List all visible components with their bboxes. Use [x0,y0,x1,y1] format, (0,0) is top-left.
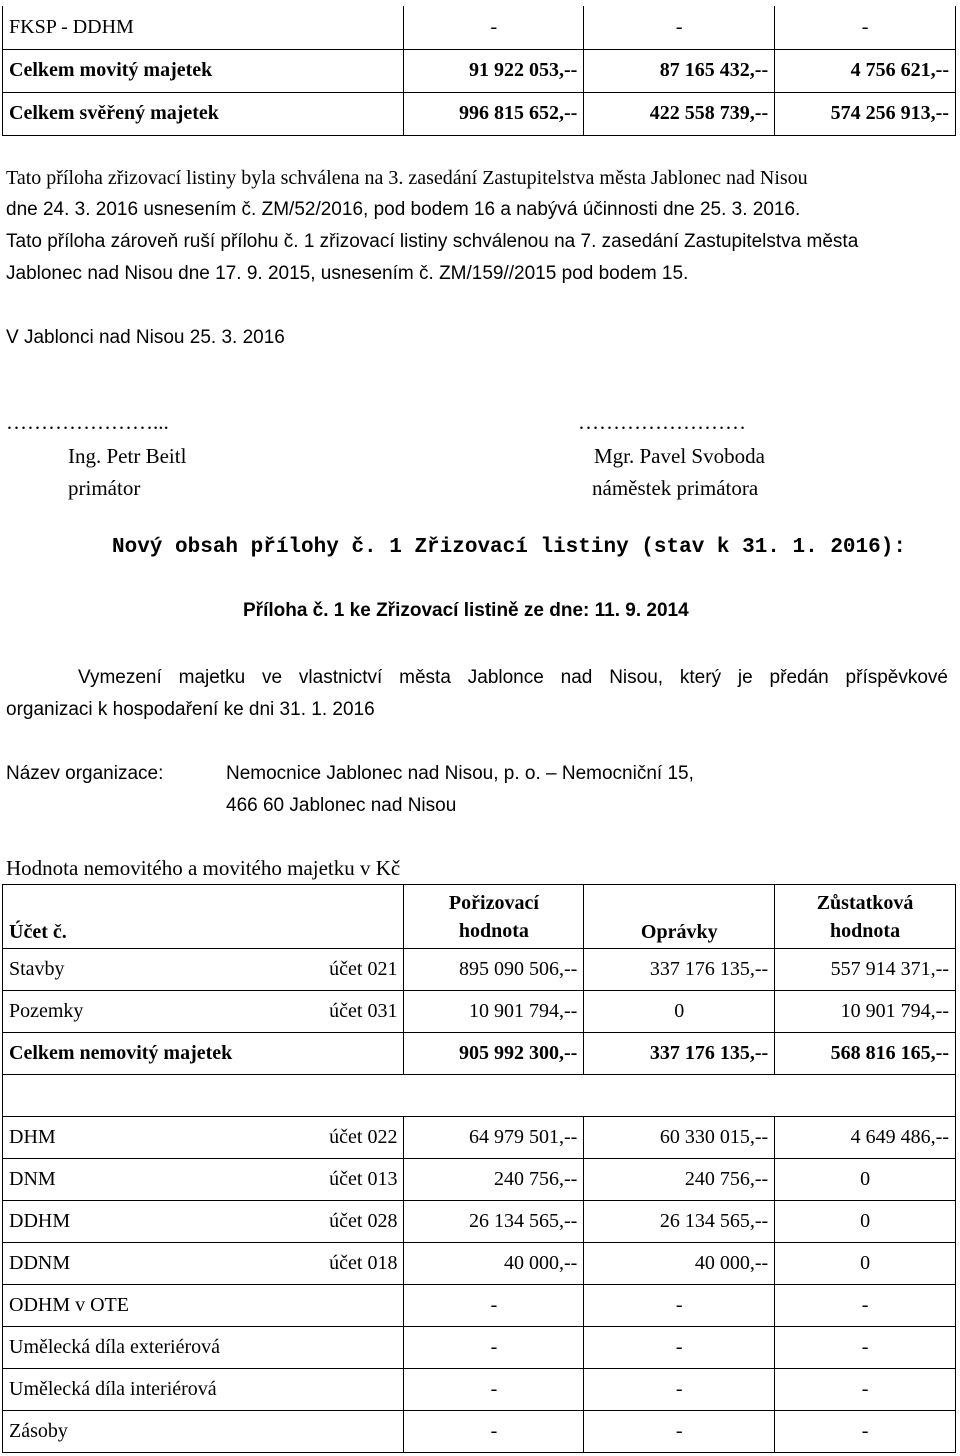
account-number: účet 022 [329,1126,398,1148]
row-label [3,949,404,991]
description-line-2: organizaci k hospodaření ke dni 31. 1. 2016 [6,699,375,720]
asset-value-table [2,884,956,1453]
asset-name: DHM [9,1126,56,1148]
signer-role-left: primátor [68,476,141,500]
cell-value: - [584,1327,775,1369]
cell-value: - [404,1327,584,1369]
cell-value: - [584,1285,775,1327]
approval-line-1: Tato příloha zřizovací listiny byla schválena na 3. zasedání Zastupitelstva města Jablonec nad Nisou [6,167,808,189]
header-residual-value [775,885,956,949]
table-row [3,49,956,92]
asset-name: DNM [9,1168,56,1190]
row-label: Celkem svěřený majetek [3,92,404,135]
cell-value: - [404,6,584,49]
cell-value: 60 330 015,-- [584,1117,775,1159]
table-row [3,1285,956,1327]
cell-value: - [775,1285,956,1327]
cell-value: - [775,6,956,49]
signer-name-left: Ing. Petr Beitl [68,444,187,468]
header-account: Účet č. [3,885,404,949]
cell-value: - [404,1369,584,1411]
place-date: V Jablonci nad Nisou 25. 3. 2016 [6,327,285,348]
signer-name-right: Mgr. Pavel Svoboda [594,444,765,468]
organization-name-line-1: Nemocnice Jablonec nad Nisou, p. o. – Nemocniční 15, [226,763,694,784]
row-label: Celkem nemovitý majetek [3,1033,404,1075]
cell-value: - [404,1411,584,1453]
table-row [3,6,956,49]
cell-value: 905 992 300,-- [404,1033,584,1075]
table-header-row [3,885,956,949]
row-label: Celkem movitý majetek [3,49,404,92]
cell-value: 337 176 135,-- [584,1033,775,1075]
header-line: Zůstatková [816,891,914,914]
account-number: účet 018 [329,1252,398,1274]
asset-name: Stavby [9,958,65,980]
approval-line-2: dne 24. 3. 2016 usnesením č. ZM/52/2016, pod bodem 16 a nabývá účinnosti dne 25. 3. 2016. [6,199,801,220]
cell-value: 0 [775,1201,956,1243]
spacer-cell [3,1075,956,1117]
table-spacer-row [3,1075,956,1117]
table-row [3,1159,956,1201]
header-line: hodnota [830,919,901,942]
table-row [3,92,956,135]
cell-value: 240 756,-- [404,1159,584,1201]
asset-name: Pozemky [9,1000,84,1022]
row-label [3,1117,404,1159]
cell-value: - [584,1369,775,1411]
cell-value: 10 901 794,-- [775,991,956,1033]
account-number: účet 013 [329,1168,398,1190]
organization-name-line-2: 466 60 Jablonec nad Nisou [226,795,457,816]
organization-label: Název organizace: [6,763,164,784]
table-row [3,1117,956,1159]
cell-value: 557 914 371,-- [775,949,956,991]
cell-value: 996 815 652,-- [404,92,584,135]
row-label: ODHM v OTE [3,1285,404,1327]
section-heading: Nový obsah přílohy č. 1 Zřizovací listiny (stav k 31. 1. 2016): [112,536,906,559]
account-number: účet 028 [329,1210,398,1232]
annex-title: Příloha č. 1 ke Zřizovací listině ze dne: 11. 9. 2014 [243,600,689,621]
cell-value: - [584,1411,775,1453]
row-label: Umělecká díla exteriérová [3,1327,404,1369]
table-caption: Hodnota nemovitého a movitého majetku v Kč [6,856,401,880]
signature-dots-right: …………………… [578,410,746,434]
summary-table-top [2,6,956,136]
approval-line-4: Jablonec nad Nisou dne 17. 9. 2015, usnesením č. ZM/159//2015 pod bodem 15. [6,263,689,284]
table-row [3,1411,956,1453]
cell-value: - [775,1327,956,1369]
row-label: FKSP - DDHM [3,6,404,49]
cell-value: 0 [775,1243,956,1285]
cell-value: - [775,1411,956,1453]
row-label: Umělecká díla interiérová [3,1369,404,1411]
cell-value: 895 090 506,-- [404,949,584,991]
cell-value: 10 901 794,-- [404,991,584,1033]
table-row [3,991,956,1033]
row-label [3,991,404,1033]
cell-value: - [775,1369,956,1411]
row-label [3,1243,404,1285]
table-row [3,1033,956,1075]
header-line: Pořizovací [448,891,539,914]
signer-role-right: náměstek primátora [592,476,759,500]
cell-value: 574 256 913,-- [775,92,956,135]
cell-value: 87 165 432,-- [584,49,775,92]
table-row [3,949,956,991]
approval-line-3: Tato příloha zároveň ruší přílohu č. 1 zřizovací listiny schválenou na 7. zasedání Zastupitelstva města [6,231,859,252]
row-label [3,1201,404,1243]
header-acquisition-value [404,885,584,949]
cell-value: 4 649 486,-- [775,1117,956,1159]
cell-value: 26 134 565,-- [584,1201,775,1243]
account-number: účet 031 [329,1000,398,1022]
table-row [3,1327,956,1369]
cell-value: 40 000,-- [404,1243,584,1285]
row-label: Zásoby [3,1411,404,1453]
cell-value: 40 000,-- [584,1243,775,1285]
table-row [3,1243,956,1285]
signature-dots-left: …………………... [6,410,169,434]
cell-value: 240 756,-- [584,1159,775,1201]
header-line: hodnota [458,919,529,942]
table-row [3,1369,956,1411]
cell-value: 64 979 501,-- [404,1117,584,1159]
row-label [3,1159,404,1201]
asset-name: DDNM [9,1252,71,1274]
asset-name: DDHM [9,1210,71,1232]
cell-value: 0 [775,1159,956,1201]
cell-value: 337 176 135,-- [584,949,775,991]
cell-value: 26 134 565,-- [404,1201,584,1243]
cell-value: 91 922 053,-- [404,49,584,92]
table-row [3,1201,956,1243]
account-number: účet 021 [329,958,398,980]
cell-value: 0 [584,991,775,1033]
cell-value: - [584,6,775,49]
description-line-1: Vymezení majetku ve vlastnictví města Jablonce nad Nisou, který je předán příspěvkové [78,667,948,688]
cell-value: 4 756 621,-- [775,49,956,92]
cell-value: 422 558 739,-- [584,92,775,135]
cell-value: - [404,1285,584,1327]
cell-value: 568 816 165,-- [775,1033,956,1075]
header-depreciation: Oprávky [584,885,775,949]
